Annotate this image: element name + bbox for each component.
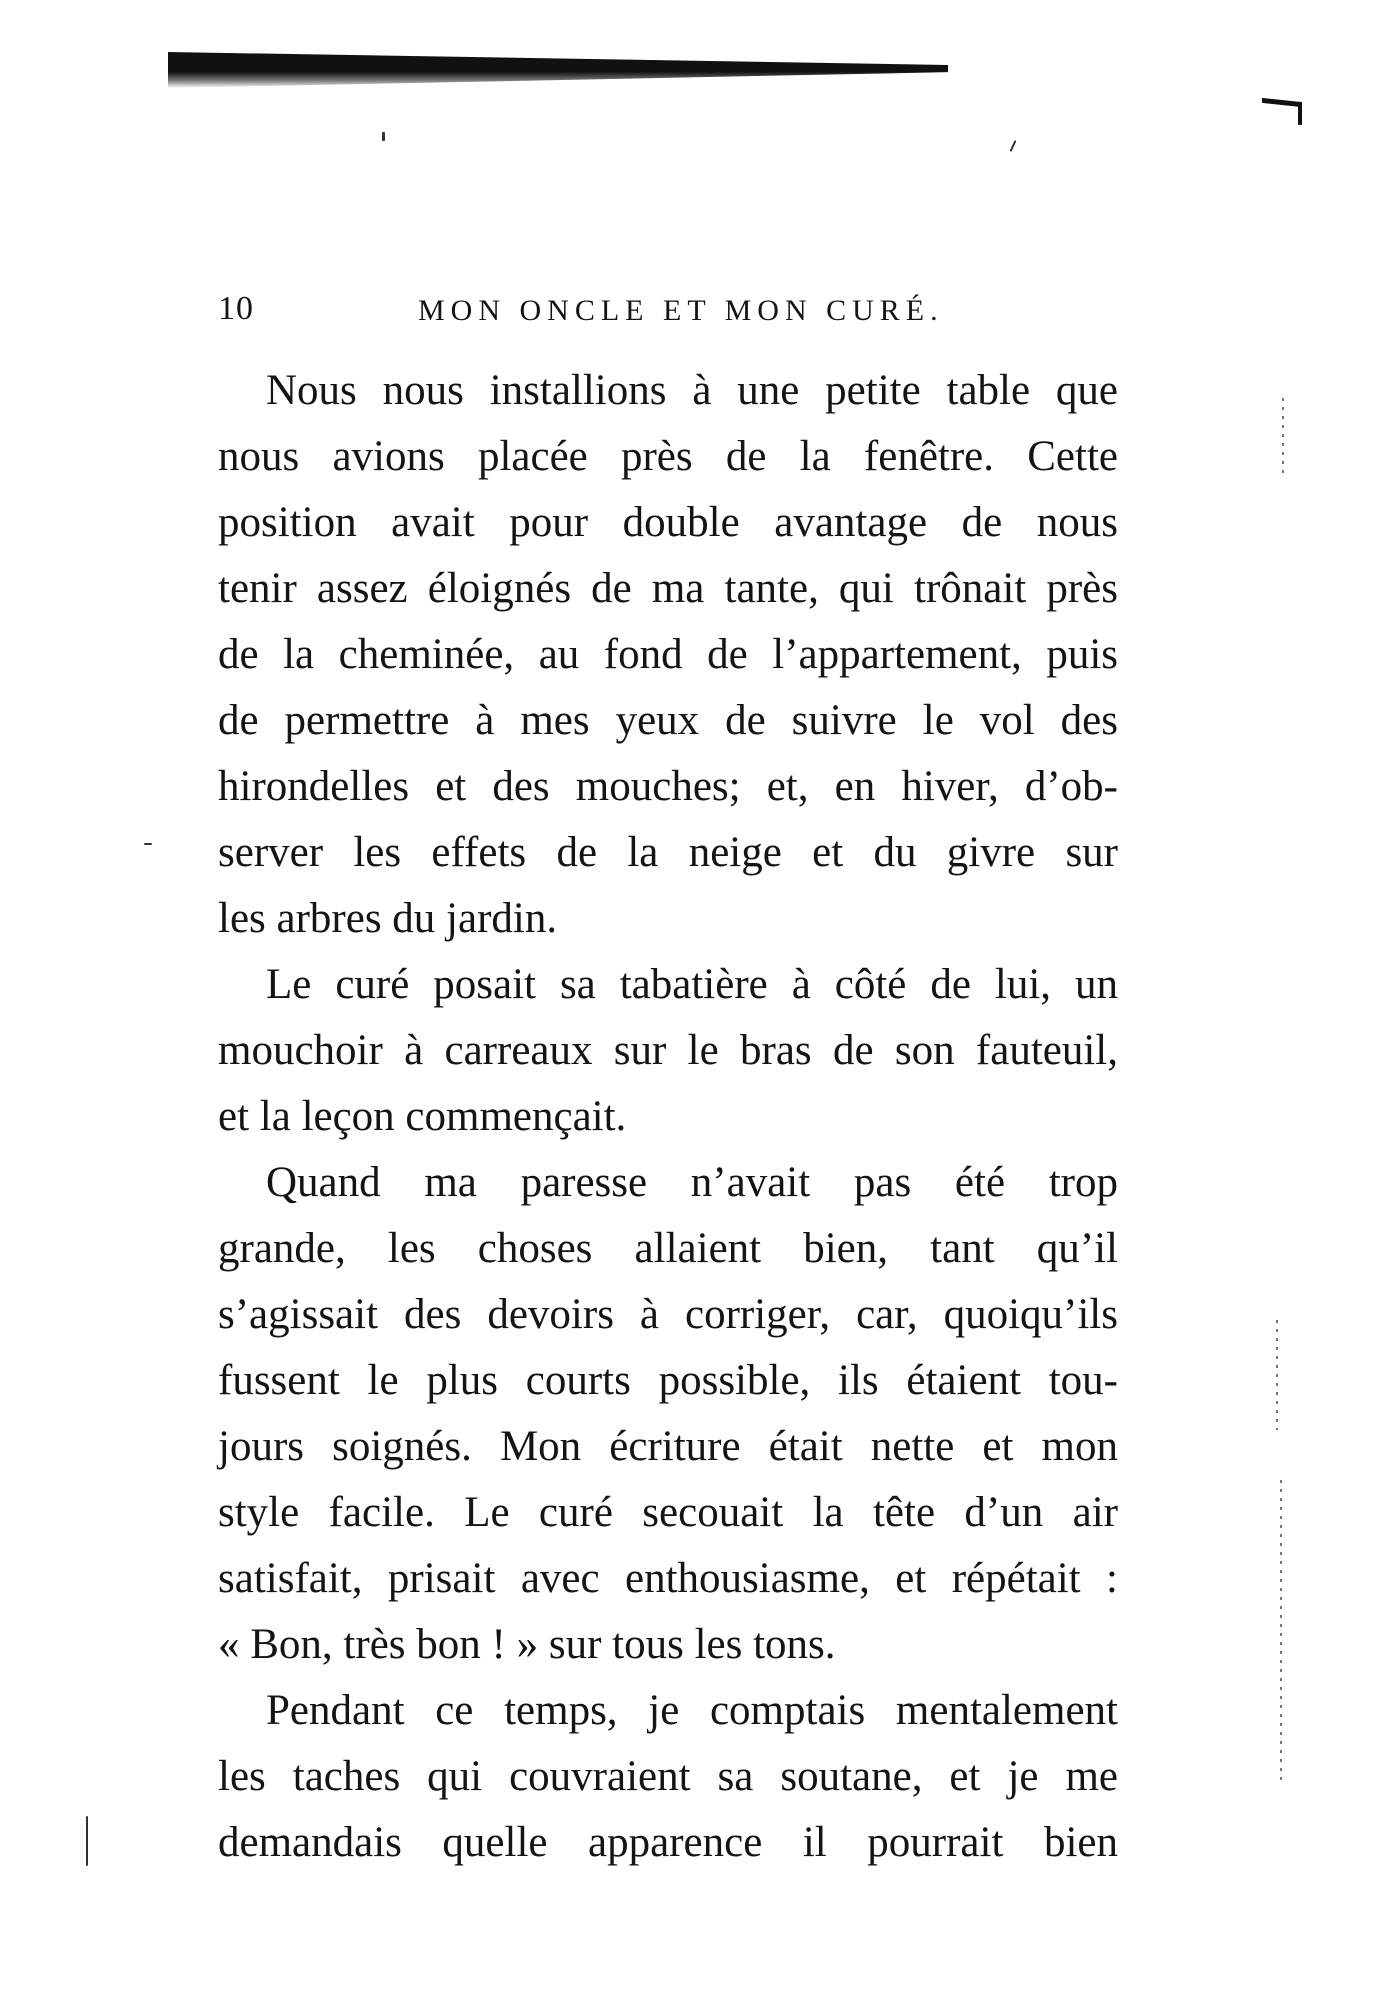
text-line: mouchoir à carreaux sur le bras de son fauteuil,: [218, 1027, 1118, 1074]
text-line: s’agissait des devoirs à corriger, car, quoiqu’ils: [218, 1291, 1118, 1338]
text-line: et la leçon commençait.: [218, 1093, 627, 1140]
paragraph: [218, 358, 1118, 952]
text-line: grande, les choses allaient bien, tant qu’il: [218, 1225, 1118, 1272]
text-line: Quand ma paresse n’avait pas été trop: [266, 1159, 1118, 1206]
text-line: de la cheminée, au fond de l’appartement, puis: [218, 631, 1118, 678]
paragraph: [218, 952, 1118, 1150]
text-line: satisfait, prisait avec enthousiasme, et répétait :: [218, 1555, 1118, 1602]
scan-speck: [1010, 140, 1017, 152]
text-line: jours soignés. Mon écriture était nette et mon: [218, 1423, 1118, 1470]
running-header: [218, 290, 1118, 334]
text-line: server les effets de la neige et du givre sur: [218, 829, 1118, 876]
text-line: « Bon, très bon ! » sur tous les tons.: [218, 1621, 836, 1668]
margin-noise: [1282, 398, 1284, 478]
scan-speck: [144, 843, 152, 845]
running-title: MON ONCLE ET MON CURÉ.: [418, 294, 944, 327]
text-line: demandais quelle apparence il pourrait bien: [218, 1819, 1118, 1866]
text-line: les arbres du jardin.: [218, 895, 558, 942]
scan-speck: [382, 132, 385, 141]
paragraph: [218, 1150, 1118, 1678]
body-text: [218, 358, 1118, 1876]
margin-noise: [1280, 1480, 1282, 1780]
text-line: style facile. Le curé secouait la tête d’un air: [218, 1489, 1118, 1536]
text-line: nous avions placée près de la fenêtre. Cette: [218, 433, 1118, 480]
text-line: de permettre à mes yeux de suivre le vol des: [218, 697, 1118, 744]
text-line: position avait pour double avantage de nous: [218, 499, 1118, 546]
scan-speck: [86, 1816, 88, 1866]
text-line: tenir assez éloignés de ma tante, qui trônait près: [218, 565, 1118, 612]
paragraph: [218, 1678, 1118, 1876]
text-line: fussent le plus courts possible, ils étaient tou-: [218, 1357, 1118, 1404]
margin-noise: [1276, 1320, 1278, 1430]
page-number: 10: [218, 290, 254, 327]
text-line: Pendant ce temps, je comptais mentalement: [266, 1687, 1118, 1734]
text-line: Nous nous installions à une petite table que: [266, 367, 1118, 414]
text-line: les taches qui couvraient sa soutane, et je me: [218, 1753, 1118, 1800]
page-corner-mark: [1262, 98, 1302, 125]
text-line: Le curé posait sa tabatière à côté de lui, un: [266, 961, 1118, 1008]
scan-edge-shadow: [168, 52, 948, 88]
text-line: hirondelles et des mouches; et, en hiver, d’ob-: [218, 763, 1118, 810]
